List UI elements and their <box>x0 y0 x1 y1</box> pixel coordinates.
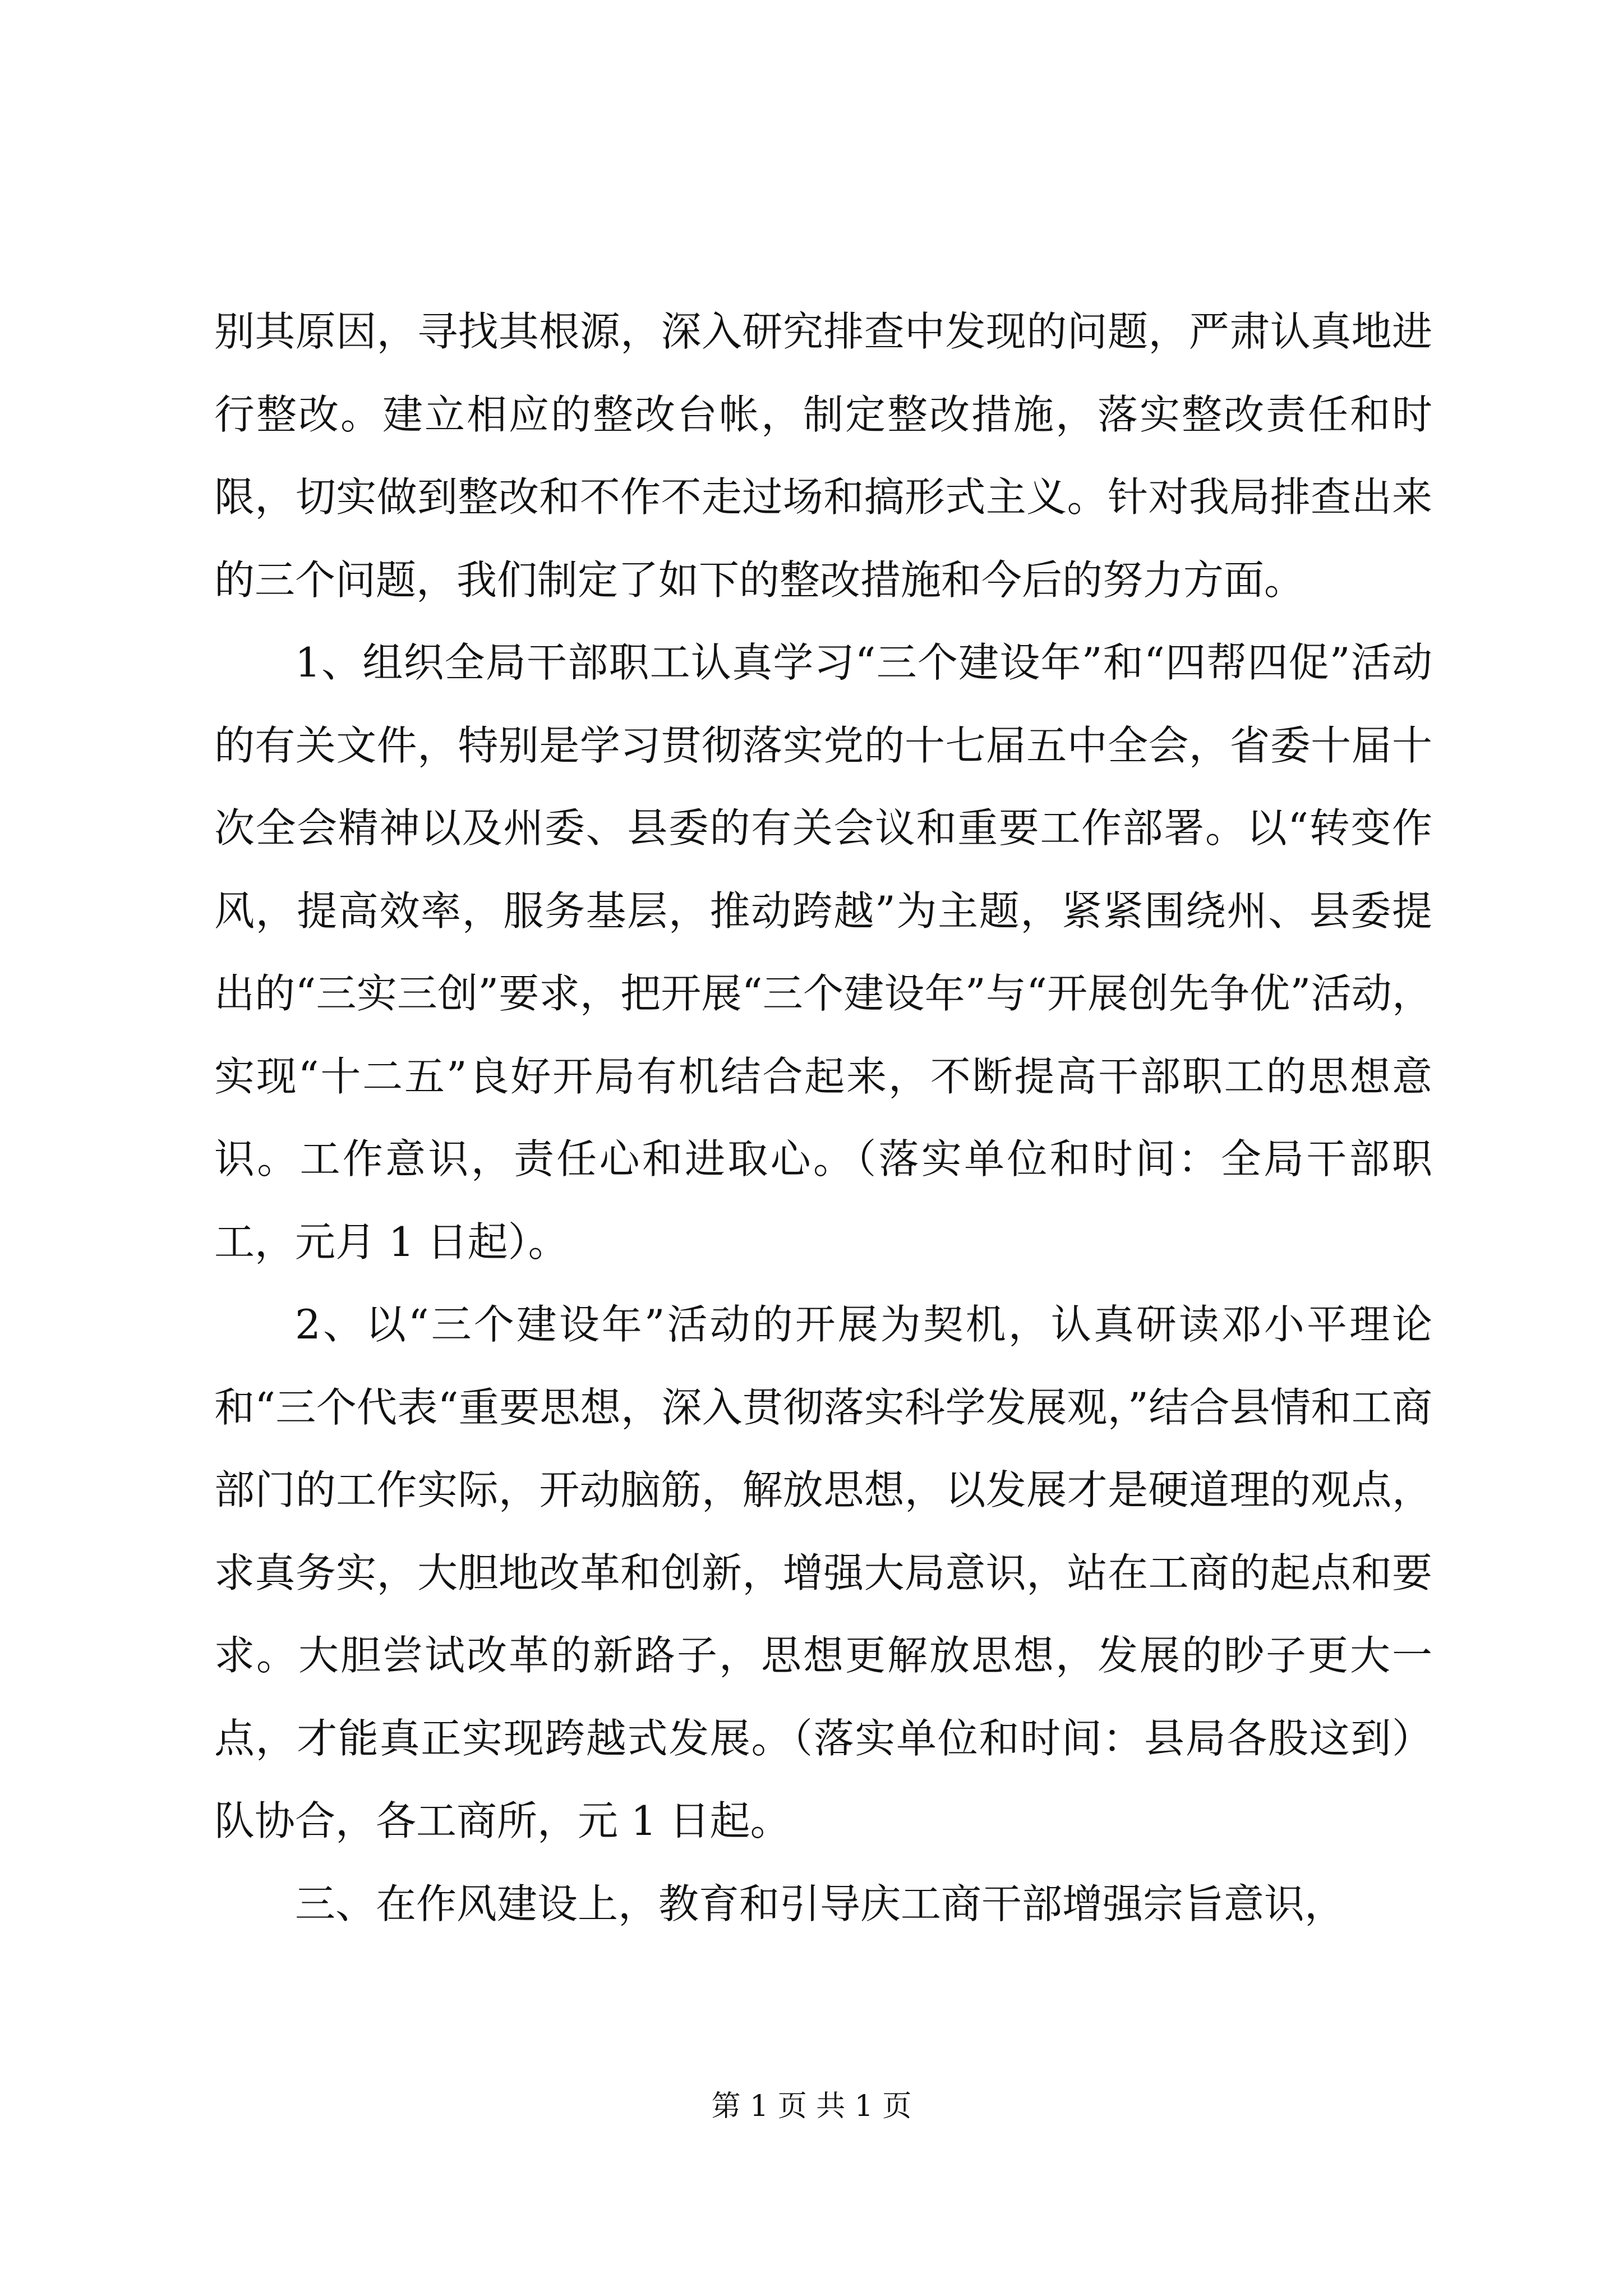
paragraph-continuation: 别其原因，寻找其根源，深入研究排查中发现的问题，严肃认真地进行整改。建立相应的整改台帐，制定整改措施，落实整改责任和时限，切实做到整改和不作不走过场和搞形式主义。针对我局排查出来的三个问题，我们制定了如下的整改措施和今后的努力方面。 <box>214 308 1432 604</box>
document-body <box>214 291 1432 1945</box>
paragraph-section-3: 三、在作风建设上，教育和引导庆工商干部增强宗旨意识， <box>295 1880 1345 1927</box>
page-footer: 第 1 页 共 1 页 <box>711 2090 912 2123</box>
paragraph-item-2: 2、以“三个建设年”活动的开展为契机，认真研读邓小平理论和“三个代表“重要思想，深入贯彻落实科学发展观，”结合县情和工商部门的工作实际，开动脑筋，解放思想，以发展才是硬道理的观点，求真务实，大胆地改革和创新，增强大局意识，站在工商的起点和要求。大胆尝试改革的新路子，思想更解放思想，发展的眇子更大一点，才能真正实现跨越式发展。（落实单位和时间：县局各股这到）队协合，各工商所，元 1 日起。 <box>214 1301 1432 1844</box>
paragraph-item-1: 1、组织全局干部职工认真学习“三个建设年”和“四帮四促”活动的有关文件，特别是学习贯彻落实党的十七届五中全会，省委十届十次全会精神以及州委、县委的有关会议和重要工作部署。以“转变作风，提高效率，服务基层，推动跨越”为主题，紧紧围绕州、县委提出的“三实三创”要求，把开展“三个建设年”与“开展创先争优”活动，实现“十二五”良好开局有机结合起来，不断提高干部职工的思想意识。工作意识，责任心和进取心。（落实单位和时间：全局干部职工，元月 1 日起）。 <box>214 639 1432 1266</box>
